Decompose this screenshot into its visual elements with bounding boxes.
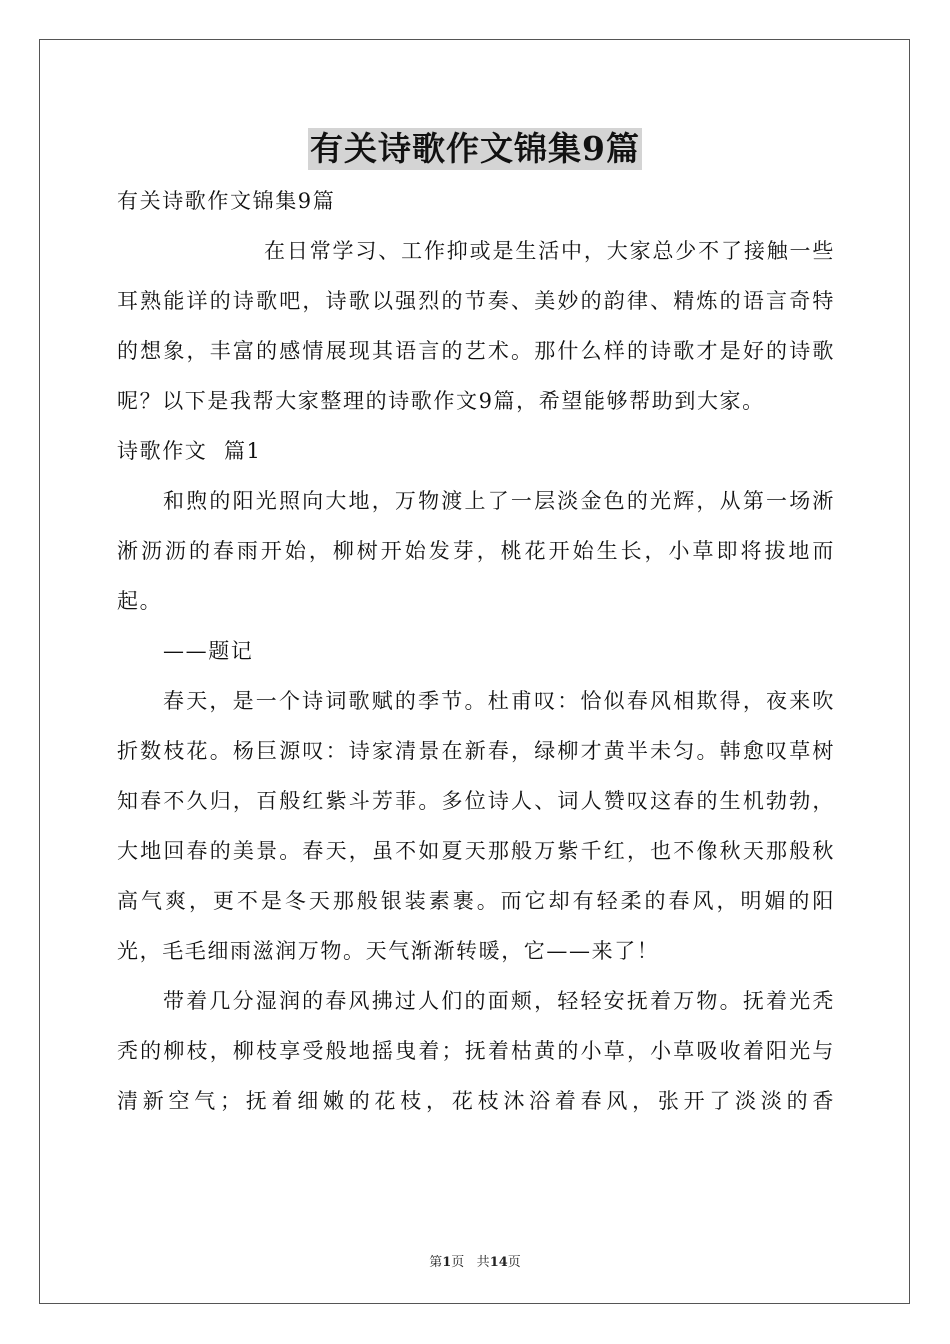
page-total: 14 [489, 1255, 508, 1270]
body-paragraph-1: 和煦的阳光照向大地，万物渡上了一层淡金色的光辉，从第一场淅淅沥沥的春雨开始，柳树开始发芽，桃花开始生长，小草即将拔地而起。 [117, 489, 835, 613]
body-paragraph-3: 带着几分湿润的春风拂过人们的面颊，轻轻安抚着万物。抚着光秃秃的柳枝，柳枝享受般地摇曳着；抚着枯黄的小草，小草吸收着阳光与清新空气；抚着细嫩的花枝，花枝沐浴着春风，张开了淡淡的香 [117, 989, 835, 1113]
section-heading: 诗歌作文 篇1 [117, 439, 262, 463]
page-prefix: 第 [429, 1255, 443, 1270]
intro-paragraph: 在日常学习、工作抑或是生活中，大家总少不了接触一些耳熟能详的诗歌吧，诗歌以强烈的节奏、美妙的韵律、精炼的语言奇特的想象，丰富的感情展现其语言的艺术。那什么样的诗歌才是好的诗歌呢？以下是我帮大家整理的诗歌作文9篇，希望能够帮助到大家。 [117, 239, 835, 413]
page-footer [0, 1251, 950, 1270]
document-body [117, 176, 835, 1126]
document-subtitle: 有关诗歌作文锦集9篇 [117, 189, 336, 213]
page-current: 1 [442, 1255, 452, 1270]
document-title: 有关诗歌作文锦集9篇 [310, 129, 640, 168]
total-unit: 页 [507, 1255, 521, 1270]
epigraph-attribution: ——题记 [163, 639, 254, 663]
body-paragraph-2: 春天，是一个诗词歌赋的季节。杜甫叹：恰似春风相欺得，夜来吹折数枝花。杨巨源叹：诗家清景在新春，绿柳才黄半未匀。韩愈叹草树知春不久归，百般红紫斗芳菲。多位诗人、词人赞叹这春的生机勃勃，大地回春的美景。春天，虽不如夏天那般万紫千红，也不像秋天那般秋高气爽，更不是冬天那般银装素裹。而它却有轻柔的春风，明媚的阳光，毛毛细雨滋润万物。天气渐渐转暖，它——来了！ [117, 689, 835, 963]
title-container [0, 128, 950, 170]
total-prefix: 共 [476, 1255, 490, 1270]
page-unit: 页 [451, 1255, 465, 1270]
